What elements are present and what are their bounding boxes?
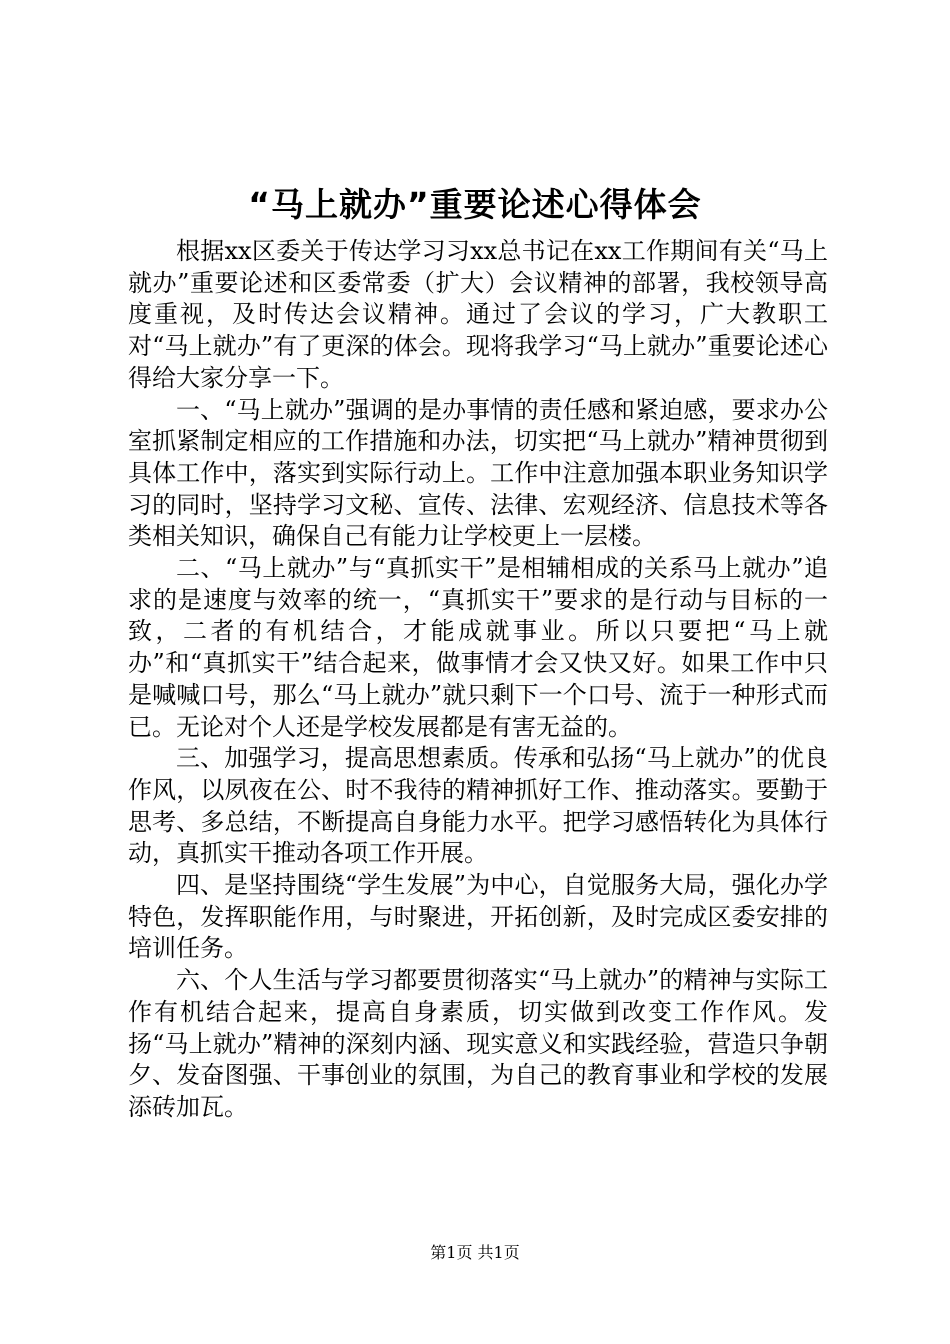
paragraph-point-4: 四、是坚持围绕“学生发展”为中心，自觉服务大局，强化办学特色，发挥职能作用，与时聚进，开拓创新，及时完成区委安排的培训任务。 (128, 871, 828, 963)
page-footer: 第1页 共1页 (430, 1243, 520, 1262)
paragraph-intro: 根据xx区委关于传达学习习xx总书记在xx工作期间有关“马上就办”重要论述和区委常委（扩大）会议精神的部署，我校领导高度重视，及时传达会议精神。通过了会议的学习，广大教职工对“马上就办”有了更深的体会。现将我学习“马上就办”重要论述心得给大家分享一下。 (128, 237, 828, 392)
paragraph-point-3: 三、加强学习，提高思想素质。传承和弘扬“马上就办”的优良作风，以夙夜在公、时不我待的精神抓好工作、推动落实。要勤于思考、多总结，不断提高自身能力水平。把学习感悟转化为具体行动，真抓实干推动各项工作开展。 (128, 744, 828, 868)
document-title: “马上就办”重要论述心得体会 (248, 185, 702, 224)
paragraph-point-6: 六、个人生活与学习都要贯彻落实“马上就办”的精神与实际工作有机结合起来，提高自身素质，切实做到改变工作作风。发扬“马上就办”精神的深刻内涵、现实意义和实践经验，营造只争朝夕、发奋图强、干事创业的氛围，为自己的教育事业和学校的发展添砖加瓦。 (128, 966, 828, 1121)
paragraph-point-2: 二、“马上就办”与“真抓实干”是相辅相成的关系马上就办”追求的是速度与效率的统一，“真抓实干”要求的是行动与目标的一致，二者的有机结合，才能成就事业。所以只要把“马上就办”和“真抓实干”结合起来，做事情才会又快又好。如果工作中只是喊喊口号，那么“马上就办”就只剩下一个口号、流于一种形式而已。无论对个人还是学校发展都是有害无益的。 (128, 554, 828, 741)
paragraph-point-1: 一、“马上就办”强调的是办事情的责任感和紧迫感，要求办公室抓紧制定相应的工作措施和办法，切实把“马上就办”精神贯彻到具体工作中，落实到实际行动上。工作中注意加强本职业务知识学习的同时，坚持学习文秘、宣传、法律、宏观经济、信息技术等各类相关知识，确保自己有能力让学校更上一层楼。 (128, 395, 828, 551)
document-body (128, 236, 828, 1124)
